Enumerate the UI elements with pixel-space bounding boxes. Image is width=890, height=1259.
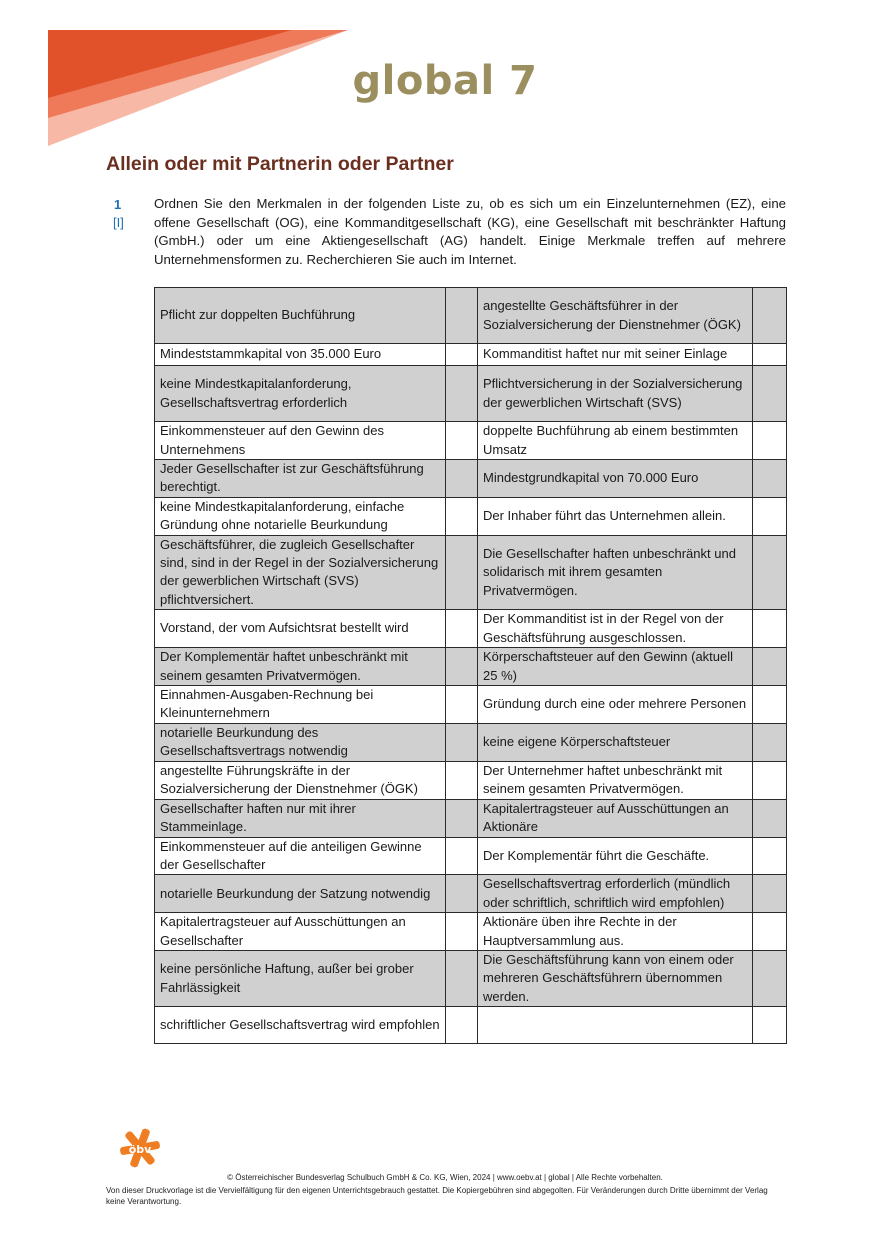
feature-cell-right: Gründung durch eine oder mehrere Personen xyxy=(478,686,753,724)
table-row xyxy=(155,535,787,610)
answer-box-left[interactable] xyxy=(446,723,478,761)
feature-cell-left: Jeder Gesellschafter ist zur Geschäftsführung berechtigt. xyxy=(155,460,446,498)
table-row xyxy=(155,610,787,648)
answer-box-left[interactable] xyxy=(446,648,478,686)
feature-cell-left: Kapitalertragsteuer auf Ausschüttungen an Gesellschafter xyxy=(155,913,446,951)
feature-cell-right: keine eigene Körperschaftsteuer xyxy=(478,723,753,761)
feature-cell-right: Kommanditist haftet nur mit seiner Einlage xyxy=(478,344,753,366)
answer-box-right[interactable] xyxy=(753,497,787,535)
answer-box-right[interactable] xyxy=(753,950,787,1006)
table-row xyxy=(155,913,787,951)
answer-box-right[interactable] xyxy=(753,648,787,686)
answer-box-left[interactable] xyxy=(446,535,478,610)
feature-cell-right: Der Kommanditist ist in der Regel von der Geschäftsführung ausgeschlossen. xyxy=(478,610,753,648)
feature-cell-left: Vorstand, der vom Aufsichtsrat bestellt wird xyxy=(155,610,446,648)
feature-cell-left: keine persönliche Haftung, außer bei grober Fahrlässigkeit xyxy=(155,950,446,1006)
table-row xyxy=(155,648,787,686)
answer-box-left[interactable] xyxy=(446,497,478,535)
footer-copyright: © Österreichischer Bundesverlag Schulbuch GmbH & Co. KG, Wien, 2024 | www.oebv.at | global | Alle Rechte vorbehalten. xyxy=(227,1173,663,1182)
table-row xyxy=(155,1007,787,1044)
answer-box-left[interactable] xyxy=(446,422,478,460)
feature-cell-left: Einkommensteuer auf die anteiligen Gewinne der Gesellschafter xyxy=(155,837,446,875)
section-title: Allein oder mit Partnerin oder Partner xyxy=(106,153,454,175)
feature-cell-left: Geschäftsführer, die zugleich Gesellschafter sind, sind in der Regel in der Sozialversicherung der gewerblichen Wirtschaft (SVS) pflichtversichert. xyxy=(155,535,446,610)
answer-box-left[interactable] xyxy=(446,950,478,1006)
feature-cell-right: Der Unternehmer haftet unbeschränkt mit seinem gesamten Privatvermögen. xyxy=(478,761,753,799)
table-row xyxy=(155,837,787,875)
feature-cell-left: keine Mindestkapitalanforderung, einfache Gründung ohne notarielle Beurkundung xyxy=(155,497,446,535)
feature-cell-left: Einkommensteuer auf den Gewinn des Unternehmens xyxy=(155,422,446,460)
answer-box-left[interactable] xyxy=(446,761,478,799)
answer-box-left[interactable] xyxy=(446,875,478,913)
feature-cell-left: Einnahmen-Ausgaben-Rechnung bei Kleinunternehmern xyxy=(155,686,446,724)
table-row xyxy=(155,799,787,837)
answer-box-left[interactable] xyxy=(446,799,478,837)
oebv-logo xyxy=(118,1126,162,1170)
feature-cell-left: schriftlicher Gesellschaftsvertrag wird empfohlen xyxy=(155,1007,446,1044)
table-row xyxy=(155,422,787,460)
feature-cell-right: doppelte Buchführung ab einem bestimmten Umsatz xyxy=(478,422,753,460)
answer-box-right[interactable] xyxy=(753,535,787,610)
answer-box-right[interactable] xyxy=(753,686,787,724)
feature-cell-left: keine Mindestkapitalanforderung, Gesellschaftsvertrag erforderlich xyxy=(155,366,446,422)
table-row xyxy=(155,497,787,535)
task-instructions: Ordnen Sie den Merkmalen in der folgenden Liste zu, ob es sich um ein Einzelunternehmen (EZ), eine offene Gesellschaft (OG), eine Kommanditgesellschaft (KG), eine Gesellschaft mit beschränkter Haftung (GmbH.) oder um eine Aktiengesellschaft (AG) handelt. Einige Merkmale treffen auf mehrere Unternehmensformen zu. Recherchieren Sie auch im Internet. xyxy=(154,196,786,267)
feature-cell-left: Mindeststammkapital von 35.000 Euro xyxy=(155,344,446,366)
answer-box-right[interactable] xyxy=(753,761,787,799)
answer-box-right[interactable] xyxy=(753,1007,787,1044)
feature-cell-left: angestellte Führungskräfte in der Sozialversicherung der Dienstnehmer (ÖGK) xyxy=(155,761,446,799)
feature-cell-left: notarielle Beurkundung der Satzung notwendig xyxy=(155,875,446,913)
answer-box-right[interactable] xyxy=(753,460,787,498)
feature-cell-right: Mindestgrundkapital von 70.000 Euro xyxy=(478,460,753,498)
answer-box-right[interactable] xyxy=(753,913,787,951)
feature-cell-left: Gesellschafter haften nur mit ihrer Stammeinlage. xyxy=(155,799,446,837)
feature-cell-right: Der Komplementär führt die Geschäfte. xyxy=(478,837,753,875)
answer-box-right[interactable] xyxy=(753,875,787,913)
answer-box-left[interactable] xyxy=(446,460,478,498)
feature-cell-left: Pflicht zur doppelten Buchführung xyxy=(155,288,446,344)
answer-box-left[interactable] xyxy=(446,837,478,875)
feature-cell-right: Körperschaftsteuer auf den Gewinn (aktuell 25 %) xyxy=(478,648,753,686)
table-row xyxy=(155,366,787,422)
answer-box-right[interactable] xyxy=(753,422,787,460)
answer-box-left[interactable] xyxy=(446,366,478,422)
table-row xyxy=(155,875,787,913)
answer-box-left[interactable] xyxy=(446,686,478,724)
feature-cell-right: Aktionäre üben ihre Rechte in der Hauptversammlung aus. xyxy=(478,913,753,951)
feature-cell-right: Die Gesellschafter haften unbeschränkt und solidarisch mit ihrem gesamten Privatvermögen. xyxy=(478,535,753,610)
feature-cell-left: notarielle Beurkundung des Gesellschaftsvertrags notwendig xyxy=(155,723,446,761)
answer-box-right[interactable] xyxy=(753,610,787,648)
brand-title: global 7 xyxy=(352,58,538,104)
answer-box-left[interactable] xyxy=(446,1007,478,1044)
feature-cell-right: angestellte Geschäftsführer in der Sozialversicherung der Dienstnehmer (ÖGK) xyxy=(478,288,753,344)
answer-box-right[interactable] xyxy=(753,723,787,761)
answer-box-right[interactable] xyxy=(753,837,787,875)
table-row xyxy=(155,460,787,498)
footer-note: Von dieser Druckvorlage ist die Vervielfältigung für den eigenen Unterrichtsgebrauch gestattet. Die Kopiergebühren sind abgegolten. Für Veränderungen durch Dritte übernimmt der Verlag keine Verantwortung. xyxy=(106,1186,768,1206)
answer-box-right[interactable] xyxy=(753,288,787,344)
answer-box-right[interactable] xyxy=(753,366,787,422)
answer-box-left[interactable] xyxy=(446,913,478,951)
answer-box-right[interactable] xyxy=(753,344,787,366)
table-row xyxy=(155,288,787,344)
answer-box-left[interactable] xyxy=(446,610,478,648)
feature-cell-right xyxy=(478,1007,753,1044)
logo-text: öbv xyxy=(128,1143,152,1156)
answer-box-right[interactable] xyxy=(753,799,787,837)
feature-cell-right: Kapitalertragsteuer auf Ausschüttungen an Aktionäre xyxy=(478,799,753,837)
answer-box-left[interactable] xyxy=(446,344,478,366)
task-level: [I] xyxy=(113,215,124,230)
answer-box-left[interactable] xyxy=(446,288,478,344)
feature-table xyxy=(154,287,787,1044)
table-row xyxy=(155,686,787,724)
table-row xyxy=(155,761,787,799)
table-row xyxy=(155,950,787,1006)
feature-cell-right: Pflichtversicherung in der Sozialversicherung der gewerblichen Wirtschaft (SVS) xyxy=(478,366,753,422)
feature-cell-right: Gesellschaftsvertrag erforderlich (mündlich oder schriftlich, schriftlich wird empfohlen) xyxy=(478,875,753,913)
table-row xyxy=(155,723,787,761)
feature-cell-right: Der Inhaber führt das Unternehmen allein. xyxy=(478,497,753,535)
table-row xyxy=(155,344,787,366)
feature-cell-right: Die Geschäftsführung kann von einem oder mehreren Geschäftsführern übernommen werden. xyxy=(478,950,753,1006)
feature-cell-left: Der Komplementär haftet unbeschränkt mit seinem gesamten Privatvermögen. xyxy=(155,648,446,686)
task-number: 1 xyxy=(114,197,122,212)
